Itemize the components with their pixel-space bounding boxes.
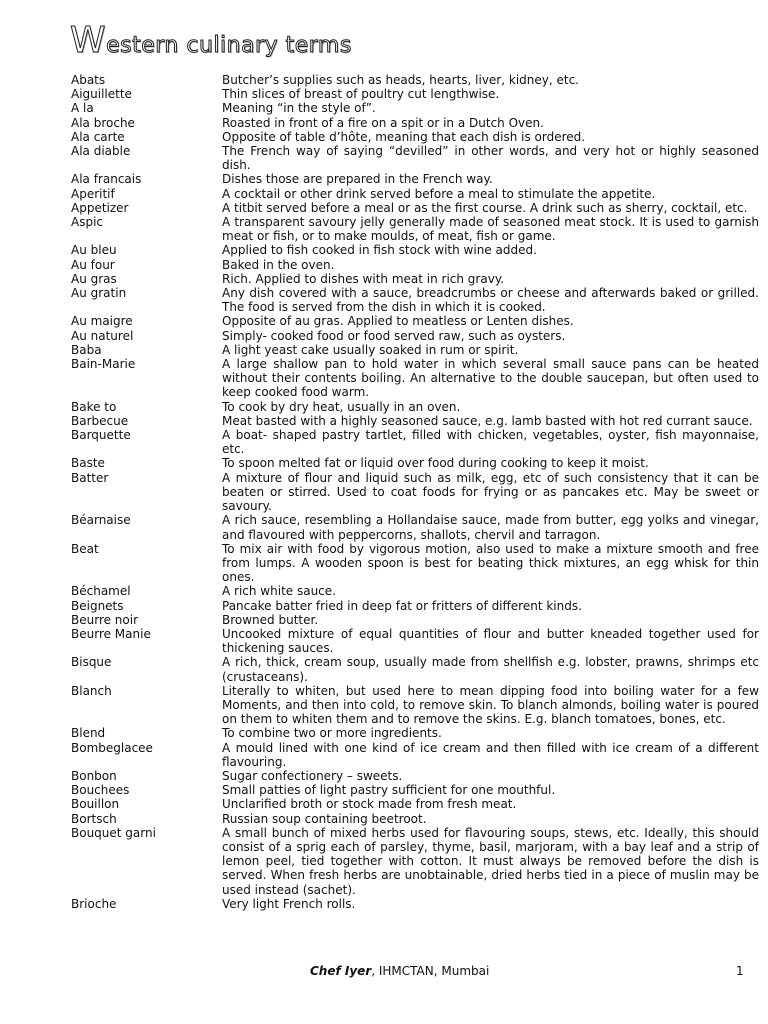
page-number: 1 [736,964,744,978]
glossary-term: Appetizer [71,200,129,215]
glossary-entry [71,215,759,243]
glossary-term: Beurre noir [71,612,139,627]
glossary-entry [71,826,759,897]
glossary-term: Bisque [71,655,112,670]
glossary-definition: Sugar confectionery – sweets. [222,768,403,783]
glossary-definition: Baked in the oven. [222,257,335,272]
glossary-term: Au four [71,257,115,272]
glossary-term: Aiguillette [71,87,132,102]
glossary-term: Barquette [71,428,131,443]
glossary-entry [71,471,759,514]
glossary-definition: Unclarified broth or stock made from fresh meat. [222,797,517,812]
glossary-entry [71,812,759,826]
glossary-definition: A cocktail or other drink served before a meal to stimulate the appetite. [222,186,656,201]
glossary-term: Ala francais [71,172,142,187]
glossary-entry [71,329,759,343]
glossary-definition: A rich, thick, cream soup, usually made from shellfish e.g. lobster, prawns, shrimps etc (crustaceans). [222,655,759,684]
glossary-entry [71,542,759,585]
glossary-term: Beurre Manie [71,626,151,641]
glossary-entry [71,343,759,357]
glossary-definition: A titbit served before a meal or as the first course. A drink such as sherry, cocktail, etc. [222,200,748,215]
glossary-term: Barbecue [71,413,129,428]
glossary-definition: A rich white sauce. [222,584,336,599]
glossary-definition: Browned butter. [222,612,319,627]
glossary-entry [71,116,759,130]
glossary-term: Au bleu [71,243,117,258]
glossary-entry [71,357,759,400]
title-rest: estern culinary terms [106,33,352,58]
glossary-definition: To cook by dry heat, usually in an oven. [222,399,461,414]
glossary-term: Beat [71,541,99,556]
glossary-entry [71,627,759,655]
glossary-definition: A rich sauce, resembling a Hollandaise sauce, made from butter, egg yolks and vinegar, and flavoured with peppercorns, shallots, chervil and tarragon. [222,513,759,542]
glossary-definition: A transparent savoury jelly generally made of seasoned meat stock. It is used to garnish meat or fish, or to make moulds, of meat, fish or game. [222,215,759,244]
glossary-definition: Rich. Applied to dishes with meat in rich gravy. [222,271,505,286]
glossary-entry [71,726,759,740]
glossary-entry [71,414,759,428]
glossary-definition: Opposite of au gras. Applied to meatless or Lenten dishes. [222,314,574,329]
glossary-term: Au maigre [71,314,133,329]
glossary-entry [71,513,759,541]
glossary-entry [71,272,759,286]
glossary-definition: A mixture of flour and liquid such as milk, egg, etc of such consistency that it can be beaten or stirred. Used to coat foods for frying or as pancakes etc. May be sweet or savoury. [222,470,759,514]
glossary-term: Bain-Marie [71,357,136,372]
glossary-entry [71,655,759,683]
glossary-term: Bake to [71,399,117,414]
glossary-definition: To combine two or more ingredients. [222,726,442,741]
glossary-term: Béchamel [71,584,131,599]
glossary-entry [71,769,759,783]
glossary-definition: Meaning “in the style of”. [222,101,376,116]
glossary-term: Béarnaise [71,513,131,528]
glossary-definition: A small bunch of mixed herbs used for flavouring soups, stews, etc. Ideally, this should consist of a sprig each of parsley, thyme, basil, marjoram, with a bay leaf and a strip of lemon peel, tied together with cotton. It must always be removed before the dish is served. When fresh herbs are unobtainable, dried herbs tied in a piece of muslin may be used instead (sachet). [222,825,759,897]
glossary-definition: A light yeast cake usually soaked in rum or spirit. [222,342,519,357]
glossary-entry [71,599,759,613]
glossary-definition: Literally to whiten, but used here to mean dipping food into boiling water for a few Moments, and then into cold, to remove skin. To blanch almonds, boiling water is poured on them to whiten them and to remove the skins. E.g. blanch tomatoes, bones, etc. [222,683,759,727]
glossary-definition: Thin slices of breast of poultry cut lengthwise. [222,87,500,102]
glossary-term: Ala carte [71,129,125,144]
glossary-definition: Roasted in front of a fire on a spit or in a Dutch Oven. [222,115,544,130]
glossary-definition: To mix air with food by vigorous motion, also used to make a mixture smooth and free from lumps. A wooden spoon is best for beating thick mixtures, an egg whisk for thin ones. [222,541,759,585]
glossary-entry [71,314,759,328]
glossary-entry [71,741,759,769]
glossary-term: Bortsch [71,811,117,826]
glossary-entry [71,130,759,144]
glossary-term: Batter [71,470,109,485]
glossary-definition: A mould lined with one kind of ice cream and then filled with ice cream of a different flavouring. [222,740,759,769]
glossary-entry [71,783,759,797]
glossary-entry [71,187,759,201]
glossary-definition: Applied to fish cooked in fish stock with wine added. [222,243,537,258]
glossary-entry [71,144,759,172]
glossary-entry [71,428,759,456]
glossary-term: Blanch [71,683,112,698]
glossary-term: Aspic [71,215,104,230]
glossary-definition: A boat- shaped pastry tartlet, filled with chicken, vegetables, oyster, fish mayonnaise, etc. [222,428,759,457]
glossary-term: Au naturel [71,328,134,343]
glossary-definition: Very light French rolls. [222,896,356,911]
glossary-term: Ala diable [71,144,131,159]
glossary-definition: Dishes those are prepared in the French way. [222,172,493,187]
glossary-entry [71,243,759,257]
footer-affiliation: , IHMCTAN, Mumbai [371,964,490,978]
glossary-entry [71,73,759,87]
glossary-entry [71,613,759,627]
glossary-definition: A large shallow pan to hold water in which several small sauce pans can be heated without their contents boiling. An alternative to the double saucepan, but often used to keep cooked food warm. [222,357,759,400]
glossary-term: Brioche [71,896,117,911]
glossary-term: Baba [71,342,102,357]
glossary-term: Baste [71,456,105,471]
glossary-definition: The French way of saying “devilled” in other words, and very hot or highly seasoned dish. [222,144,759,173]
footer-author-line [310,964,489,978]
glossary-term: Aperitif [71,186,115,201]
glossary-entry [71,897,759,911]
glossary-definition: Simply- cooked food or food served raw, such as oysters. [222,328,566,343]
glossary-definition: Meat basted with a highly seasoned sauce, e.g. lamb basted with hot red currant sauce. [222,413,753,428]
glossary-term: Bouchees [71,783,130,798]
glossary-definition: Pancake batter fried in deep fat or fritters of different kinds. [222,598,582,613]
glossary-definition: Butcher’s supplies such as heads, hearts, liver, kidney, etc. [222,73,579,87]
glossary-term: A la [71,101,94,116]
glossary-term: Ala broche [71,115,135,130]
page-title [70,20,352,61]
glossary-entry [71,201,759,215]
glossary-entry [71,172,759,186]
glossary-entry [71,286,759,314]
glossary-entry [71,584,759,598]
glossary-entry [71,101,759,115]
glossary-entry [71,258,759,272]
glossary-term: Abats [71,73,106,87]
glossary-term: Blend [71,726,106,741]
glossary-entry [71,456,759,470]
glossary-entry [71,797,759,811]
footer-author: Chef Iyer [310,964,372,978]
glossary-entry [71,684,759,727]
glossary-definition: Uncooked mixture of equal quantities of flour and butter kneaded together used for thickening sauces. [222,626,759,656]
title-initial: W [70,20,107,61]
glossary-entry [71,87,759,101]
glossary-term: Beignets [71,598,124,613]
glossary-term: Au gratin [71,286,127,301]
glossary-term: Bonbon [71,768,117,783]
glossary-list [71,73,759,911]
glossary-definition: To spoon melted fat or liquid over food during cooking to keep it moist. [222,456,649,471]
glossary-term: Bouquet garni [71,825,156,840]
glossary-entry [71,400,759,414]
glossary-definition: Opposite of table d’hôte, meaning that each dish is ordered. [222,129,586,144]
glossary-definition: Small patties of light pastry sufficient for one mouthful. [222,783,556,798]
glossary-term: Bombeglacee [71,740,153,755]
glossary-term: Au gras [71,271,117,286]
glossary-term: Bouillon [71,797,120,812]
glossary-definition: Russian soup containing beetroot. [222,811,427,826]
glossary-definition: Any dish covered with a sauce, breadcrumbs or cheese and afterwards baked or grilled. The food is served from the dish in which it is cooked. [222,286,759,315]
